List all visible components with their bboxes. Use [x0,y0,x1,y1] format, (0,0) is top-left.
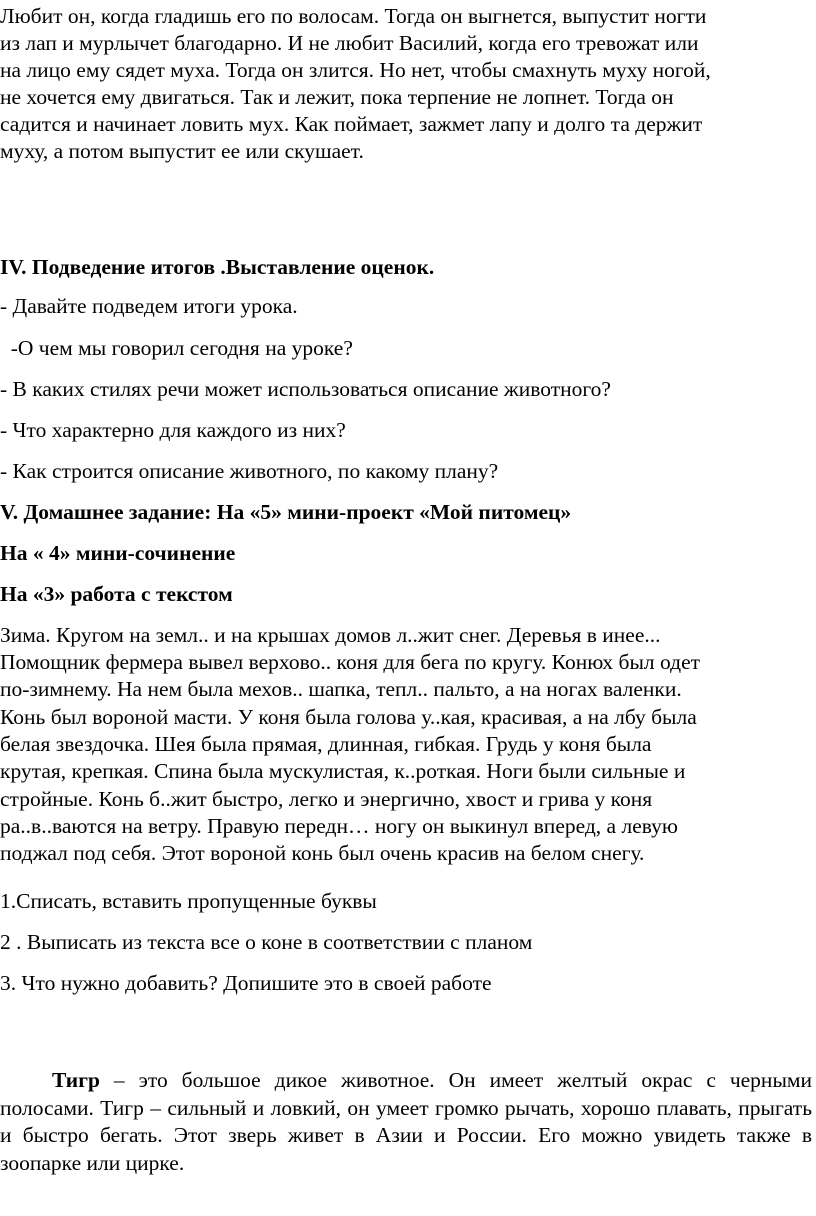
task-item: 2 . Выписать из текста все о коне в соответствии с планом [0,930,533,954]
summary-heading: IV. Подведение итогов .Выставление оценок. [0,255,435,279]
homework-heading: V. Домашнее задание: На «5» мини-проект «Мой питомец» [0,500,572,524]
story-line: не хочется ему двигаться. Так и лежит, пока терпение не лопнет. Тогда он [0,85,674,109]
story-line: Любит он, когда гладишь его по волосам. Тогда он выгнется, выпустит ногти [0,4,707,28]
exercise-line: по-зимнему. На нем была мехов.. шапка, тепл.. пальто, а на ногах валенки. [0,677,682,701]
exercise-line: стройные. Конь б..жит быстро, легко и энергично, хвост и грива у коня [0,787,653,811]
summary-question: - Что характерно для каждого из них? [0,418,346,442]
exercise-line: ра..в..ваются на ветру. Правую передн… ногу он выкинул вперед, а левую [0,814,678,838]
story-line: муху, а потом выпустит ее или скушает. [0,139,364,163]
story-line: садится и начинает ловить мух. Как поймает, зажмет лапу и долго та держит [0,112,703,136]
exercise-line: крутая, крепкая. Спина была мускулистая, к..роткая. Ноги были сильные и [0,759,686,783]
exercise-line: Помощник фермера вывел верхово.. коня для бега по кругу. Конюх был одет [0,650,701,674]
summary-question: -О чем мы говорил сегодня на уроке? [0,336,353,360]
exercise-line: поджал под себя. Этот вороной конь был очень красив на белом снегу. [0,841,645,865]
tiger-description: – это большое дикое животное. Он имеет желтый окрас с черными полосами. Тигр – сильный и ловкий, он умеет громко рычать, хорошо плавать, прыгать и быстро бегать. Этот зверь живет в Азии и России. Его можно увидеть также в зоопарке или цирке. [0,1068,812,1175]
story-line: из лап и мурлычет благодарно. И не любит Василий, когда его тревожат или [0,31,699,55]
exercise-line: белая звездочка. Шея была прямая, длинная, гибкая. Грудь у коня была [0,732,652,756]
exercise-line: Зима. Кругом на земл.. и на крышах домов л..жит снег. Деревья в инее... [0,623,661,647]
story-line: на лицо ему сядет муха. Тогда он злится. Но нет, чтобы смахнуть муху ногой, [0,58,711,82]
task-item: 3. Что нужно добавить? Допишите это в своей работе [0,971,492,995]
exercise-line: Конь был вороной масти. У коня была голова у..кая, красивая, а на лбу была [0,705,697,729]
tiger-paragraph [0,1067,812,1177]
homework-grade-4: На « 4» мини-сочинение [0,541,236,565]
summary-question: - Давайте подведем итоги урока. [0,294,298,318]
summary-question: - Как строится описание животного, по какому плану? [0,459,499,483]
task-item: 1.Списать, вставить пропущенные буквы [0,889,377,913]
tiger-term: Тигр [52,1068,100,1092]
summary-question: - В каких стилях речи может использоваться описание животного? [0,377,611,401]
homework-grade-3: На «3» работа с текстом [0,582,233,606]
